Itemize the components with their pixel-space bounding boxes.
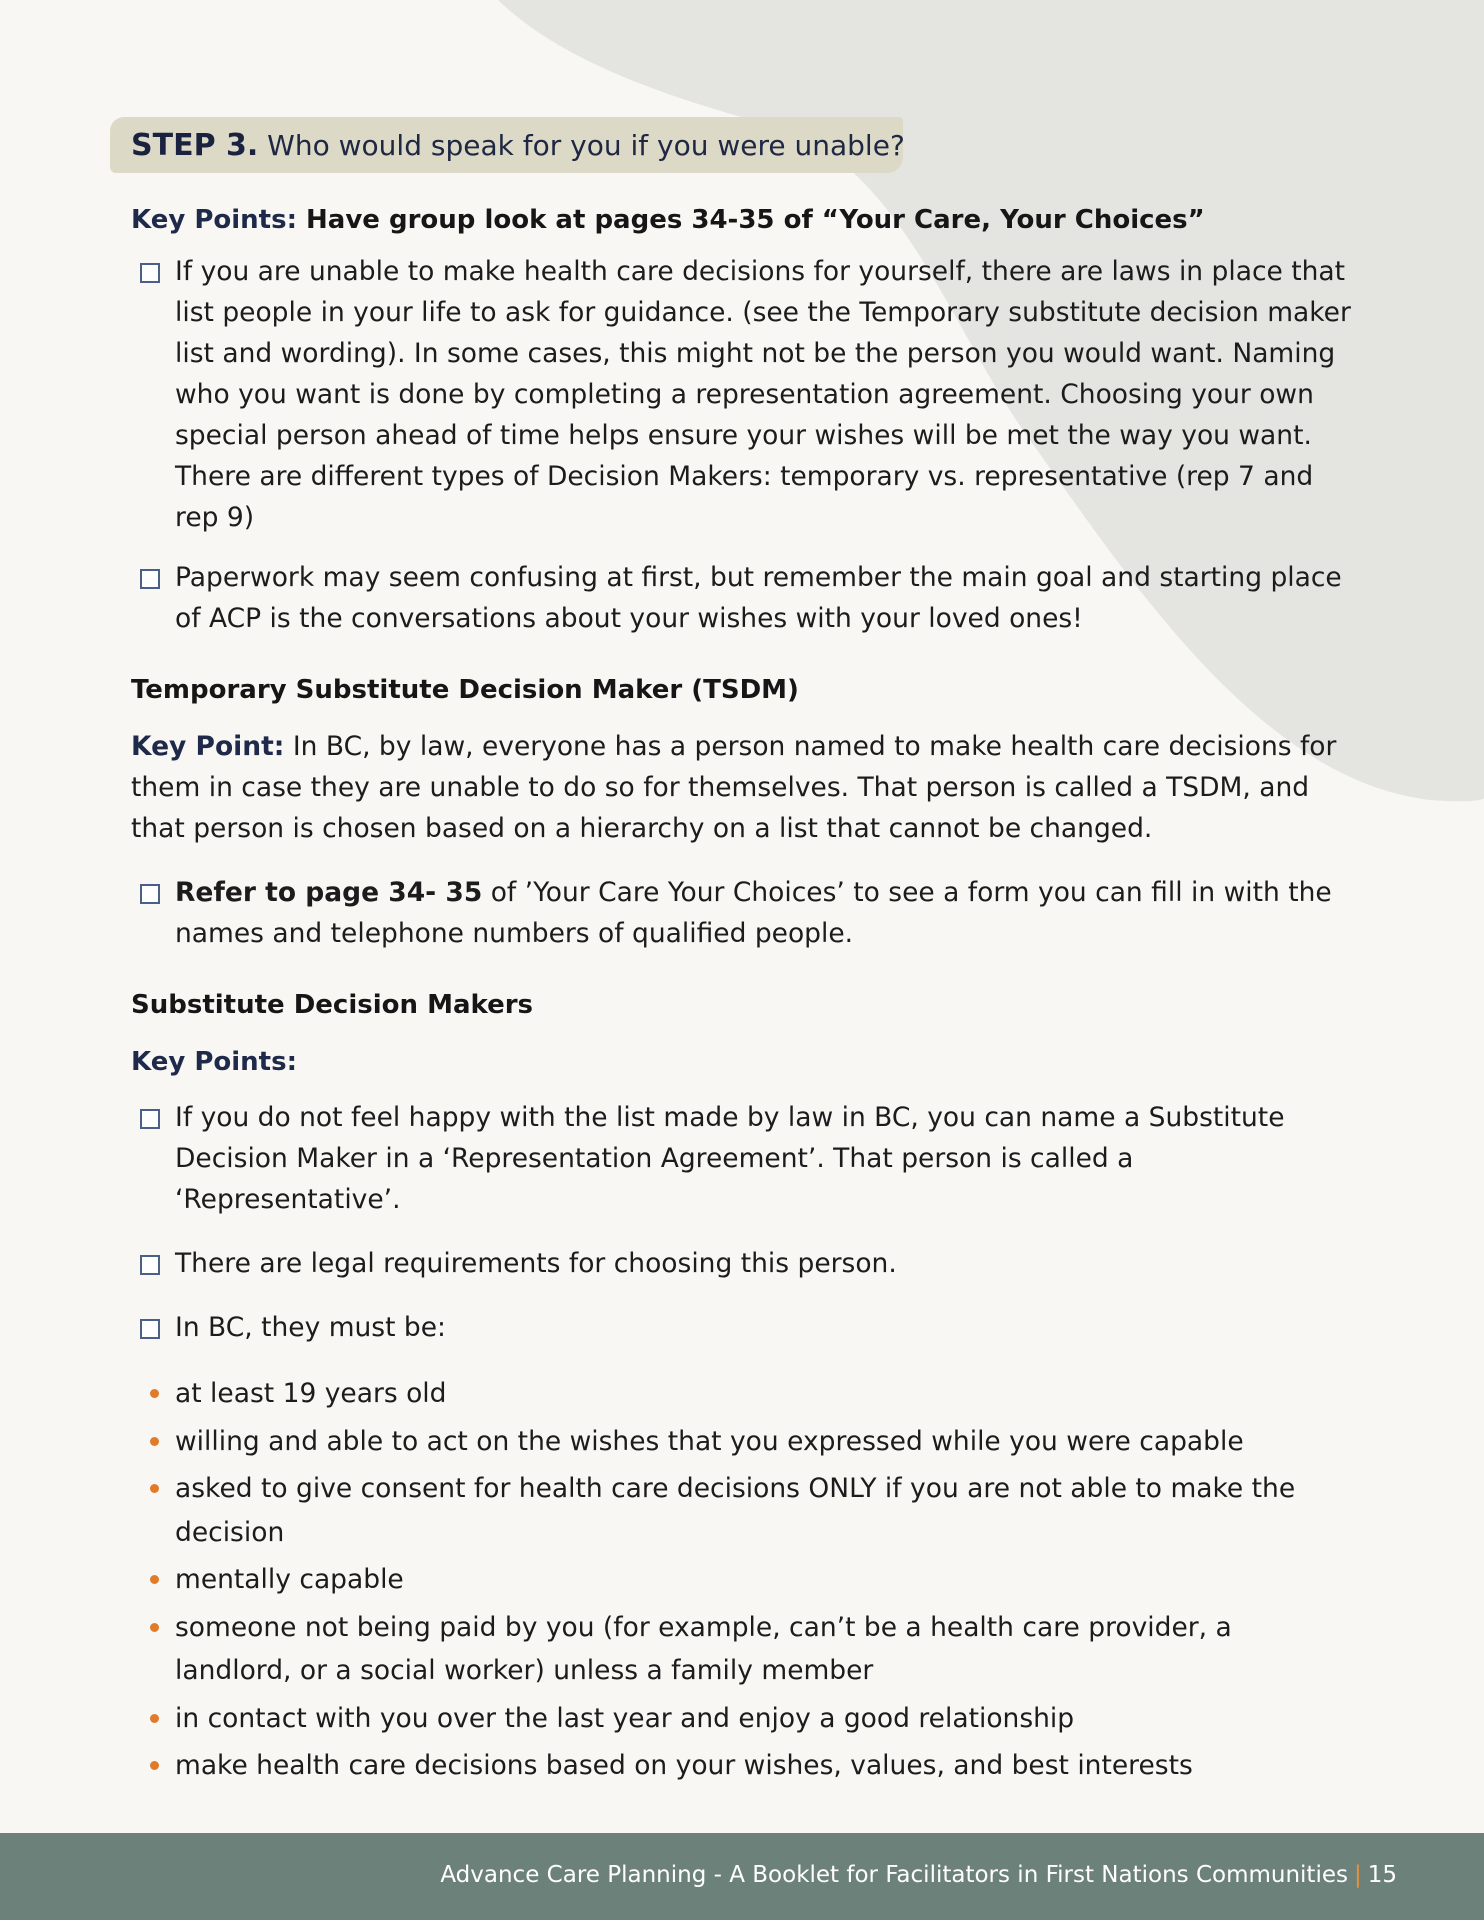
checklist-item	[140, 557, 1355, 639]
list-item	[175, 1606, 1350, 1693]
key-point-text: In BC, by law, everyone has a person named to make health care decisions for them in case they are unable to do so for themselves. That person is called a TSDM, and that person is chosen based on a hierarchy on a list that cannot be changed.	[131, 731, 1337, 844]
footer-text	[440, 1856, 1397, 1894]
checklist-item	[140, 872, 1355, 954]
sdm-heading: Substitute Decision Makers	[131, 990, 534, 1020]
checklist-item-text: In BC, they must be:	[175, 1312, 446, 1343]
list-item-text: asked to give consent for health care decisions ONLY if you are not able to make the decision	[175, 1473, 1296, 1548]
checklist-item	[140, 1097, 1355, 1220]
requirements-list	[150, 1372, 1350, 1788]
tsdm-heading: Temporary Substitute Decision Maker (TSDM)	[131, 675, 799, 705]
checklist-item	[140, 251, 1355, 538]
checklist-item-text: If you do not feel happy with the list made by law in BC, you can name a Substitute Decision Maker in a ‘Representation Agreement’. That person is called a ‘Representative’.	[175, 1102, 1285, 1215]
checklist-item-text	[175, 872, 1355, 954]
step-number: STEP 3.	[131, 128, 259, 163]
step-question: Who would speak for you if you were unable?	[267, 129, 905, 162]
page-footer	[0, 1833, 1484, 1920]
bullet-icon	[150, 1484, 159, 1493]
list-item	[175, 1372, 1350, 1416]
checklist-item	[140, 1307, 1355, 1348]
list-item-text: willing and able to act on the wishes that you expressed while you were capable	[175, 1425, 1244, 1457]
checkbox-icon[interactable]	[140, 263, 160, 283]
checkbox-icon[interactable]	[140, 1319, 160, 1339]
checklist-item-text: If you are unable to make health care decisions for yourself, there are laws in place that list people in your life to ask for guidance. (see the Temporary substitute decision maker list and wording). In some cases, this might not be the person you would want. Naming who you want is done by completing a representation agreement. Choosing your own special person ahead of time helps ensure your wishes will be met the way you want. There are different types of Decision Makers: temporary vs. representative (rep 7 and rep 9)	[175, 256, 1351, 533]
bullet-icon	[150, 1761, 159, 1770]
checkbox-icon[interactable]	[140, 1255, 160, 1275]
key-point-label: Key Point:	[131, 731, 285, 762]
page-number: 15	[1367, 1862, 1397, 1888]
bullet-icon	[150, 1575, 159, 1584]
footer-title: Advance Care Planning - A Booklet for Facilitators in First Nations Communities	[440, 1862, 1348, 1888]
tsdm-key-point	[131, 726, 1351, 849]
bullet-icon	[150, 1623, 159, 1632]
checkbox-icon[interactable]	[140, 569, 160, 589]
checklist-item	[140, 1243, 1355, 1284]
list-item	[175, 1420, 1350, 1464]
checklist-item-text: Paperwork may seem confusing at first, but remember the main goal and starting place of ACP is the conversations about your wishes with your loved ones!	[175, 562, 1342, 634]
bullet-icon	[150, 1389, 159, 1398]
list-item-text: mentally capable	[175, 1564, 404, 1595]
bullet-icon	[150, 1714, 159, 1723]
list-item-text: at least 19 years old	[175, 1378, 447, 1409]
key-points-label: Key Points:	[131, 205, 297, 235]
page-reference-rest: of ’Your Care Your Choices’ to see a form you can fill in with the names and telephone numbers of qualified people.	[175, 877, 1332, 949]
list-item-text: make health care decisions based on your wishes, values, and best interests	[175, 1750, 1193, 1781]
checkbox-icon[interactable]	[140, 884, 160, 904]
sdm-key-points-label: Key Points:	[131, 1047, 297, 1077]
list-item	[175, 1467, 1350, 1554]
footer-separator: |	[1353, 1862, 1362, 1888]
step-heading	[131, 126, 905, 166]
list-item	[175, 1744, 1350, 1788]
list-item	[175, 1558, 1350, 1602]
checkbox-icon[interactable]	[140, 1109, 160, 1129]
checklist-item-text: There are legal requirements for choosing this person.	[175, 1248, 897, 1279]
key-points-heading	[131, 202, 1205, 238]
list-item-text: someone not being paid by you (for example, can’t be a health care provider, a landlord, or a social worker) unless a family member	[175, 1611, 1232, 1686]
bullet-icon	[150, 1437, 159, 1446]
key-points-text: Have group look at pages 34-35 of “Your Care, Your Choices”	[306, 205, 1205, 235]
list-item-text: in contact with you over the last year and enjoy a good relationship	[175, 1702, 1075, 1734]
page-reference: Refer to page 34- 35	[175, 877, 483, 908]
list-item	[175, 1697, 1350, 1741]
